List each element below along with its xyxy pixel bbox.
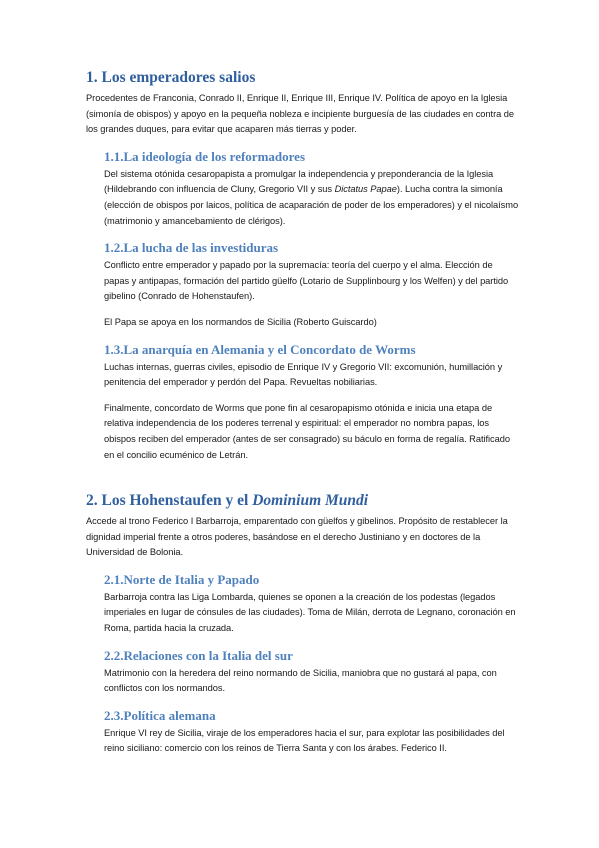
subsection-heading-2-3: 2.3.Política alemana [104,707,216,723]
subsection-1-2-paragraph-1: Conflicto entre emperador y papado por la supremacía: teoría del cuerpo y el alma. Elección de papas y antipapas, formación del partido güelfo (Lotario de Supplinbourg y los Welfen) y del partido gibelino (Conrado de Hohenstaufen). [104,260,509,302]
subsection-1-1-paragraph [104,167,519,229]
section-heading-2 [86,491,519,510]
section-1-intro: Procedentes de Franconia, Conrado II, Enrique II, Enrique III, Enrique IV. Política de apoyo en la Iglesia (simonía de obispos) y apoyo en la pequeña nobleza e incipiente burguesía de las ciudades en contra de los grandes duques, para evitar que acaparen más tierras y poder. [86,93,515,135]
italic-title: Dictatus Papae [334,184,397,195]
section-2-intro: Accede al trono Federico I Barbarroja, emparentado con güelfos y gibelinos. Propósito de restablecer la dignidad imperial frente a otros poderes, basándose en el derecho Justiniano y en doctores de la Universidad de Bolonia. [86,516,508,558]
subsection-1-2-paragraph-2: El Papa se apoya en los normandos de Sicilia (Roberto Guiscardo) [104,316,377,327]
section-heading-1: 1. Los emperadores salios [86,69,256,86]
subsection-1-3-paragraph-1: Luchas internas, guerras civiles, episodio de Enrique IV y Gregorio VII: excomunión, humillación y penitencia del emperador y perdón del Papa. Revueltas nobiliarias. [104,361,503,388]
subsection-heading-2-1: 2.1.Norte de Italia y Papado [104,571,260,587]
heading-italic: Dominium Mundi [252,492,369,510]
subsection-heading-1-1: 1.1.La ideología de los reformadores [104,148,306,164]
subsection-heading-1-2: 1.2.La lucha de las investiduras [104,240,279,256]
subsection-2-2-paragraph: Matrimonio con la heredera del reino normando de Sicilia, maniobra que no gustará al papa, con conflictos con los normandos. [104,667,497,694]
subsection-2-3-paragraph: Enrique VI rey de Sicilia, viraje de los emperadores hacia el sur, para explotar las posibilidades del reino siciliano: comercio con los reinos de Tierra Santa y con los árabes. Federico II. [104,727,505,754]
heading-text: 2. Los Hohenstaufen y el [86,492,253,510]
subsection-2-1-paragraph: Barbarroja contra las Liga Lombarda, quienes se oponen a la creación de los podestas (legados imperiales en lugar de cónsules de las ciudades). Toma de Milán, derrota de Legnano, coronación en Roma, partida hacia la cruzada. [104,591,516,634]
subsection-heading-2-2: 2.2.Relaciones con la Italia del sur [104,647,293,663]
text-run: ). Lucha contra la simonía (elección de obispos por laicos, política de acaparación de poder de los emperadores) y el nicolaísmo (matrimonio y amancebamiento de clérigos). [104,184,519,226]
text-run: Del sistema otónida cesaropapista a promulgar la independencia y preponderancia de la Iglesia (Hildebrando con influencia de Cluny, Gregorio VII y sus [104,168,494,195]
subsection-1-3-paragraph-2: Finalmente, concordato de Worms que pone fin al cesaropapismo otónida e inicia una etapa de relativa independencia de los poderes terrenal y espiritual: el emperador no nombra papas, los obispos reciben del emperador (antes de ser consagrado) su báculo en forma de regalía. Ratificado en el concilio ecuménico de Letrán. [104,402,511,460]
subsection-heading-1-3: 1.3.La anarquía en Alemania y el Concordato de Worms [104,341,416,357]
